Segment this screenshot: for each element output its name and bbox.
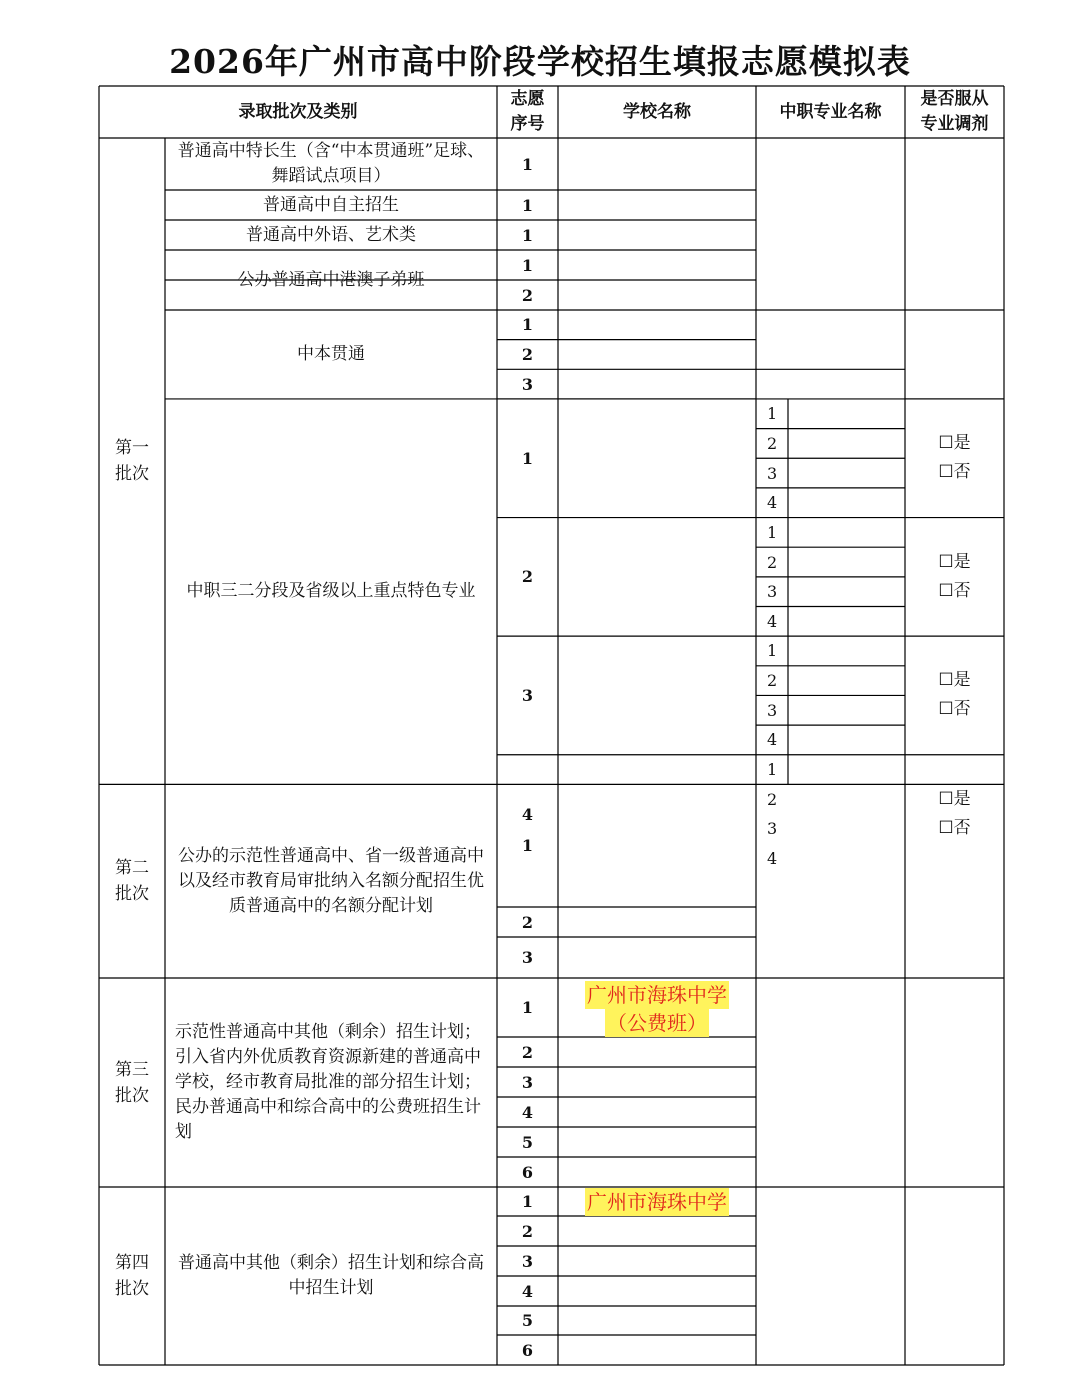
- batch1-label: 第一批次: [115, 438, 149, 485]
- adjust-no-checkbox[interactable]: ☐否: [938, 699, 971, 720]
- major-number: 4: [767, 611, 778, 631]
- header-category: 录取批次及类别: [238, 101, 358, 122]
- batch1-category-hkmacau: 公办普通高中港澳子弟班: [237, 269, 425, 290]
- major-number: 1: [767, 404, 778, 424]
- major-number: 4: [767, 730, 778, 750]
- order-number: 2: [521, 912, 534, 932]
- order-number: 3: [521, 374, 534, 394]
- school-name[interactable]: 广州市海珠中学: [587, 983, 727, 1007]
- batch4-category: 普通高中其他（剩余）招生计划和综合高中招生计划: [178, 1253, 484, 1298]
- header-adjust: 是否服从专业调剂: [920, 89, 989, 134]
- adjust-no-checkbox[interactable]: ☐否: [938, 580, 971, 601]
- adjust-choice: [905, 399, 1004, 518]
- order-number: 4: [521, 1102, 534, 1122]
- batch1-category-zhongben: 中本贯通: [297, 343, 365, 364]
- school-class-note: （公费班）: [607, 1011, 707, 1035]
- order-number: 3: [521, 948, 534, 967]
- adjust-yes-checkbox[interactable]: ☐是: [938, 551, 971, 572]
- batch1-category-lang-art: 普通高中外语、艺术类: [246, 224, 416, 245]
- batch4-label: 第四批次: [115, 1253, 149, 1299]
- order-number: 2: [521, 1042, 534, 1062]
- major-number: 4: [767, 849, 778, 868]
- batch3-choice1-school: [558, 978, 756, 1037]
- batch1-category-special: 普通高中特长生（含“中本贯通班”足球、舞蹈试点项目）: [177, 141, 485, 186]
- order-number: 2: [521, 567, 534, 587]
- major-number: 3: [767, 463, 778, 483]
- order-number: 5: [521, 1311, 534, 1330]
- order-number: 1: [521, 225, 534, 245]
- major-number: 4: [767, 493, 778, 513]
- adjust-yes-checkbox[interactable]: ☐是: [938, 670, 971, 691]
- major-number: 1: [767, 760, 778, 780]
- header-major: 中职专业名称: [779, 101, 882, 122]
- adjust-no-checkbox[interactable]: ☐否: [938, 818, 971, 839]
- major-number: 2: [767, 552, 778, 572]
- header-order: 志愿序号: [510, 89, 545, 134]
- order-number: 2: [521, 1221, 534, 1241]
- order-number: 1: [521, 998, 534, 1017]
- major-number: 3: [767, 700, 778, 720]
- batch4-choice1-school: [558, 1187, 756, 1216]
- order-number: 4: [521, 1281, 534, 1301]
- order-number: 1: [521, 195, 534, 215]
- order-number: 1: [521, 836, 534, 856]
- order-number: 2: [521, 285, 534, 305]
- batch3-label: 第三批次: [115, 1059, 149, 1106]
- order-number: 1: [521, 255, 534, 275]
- order-number: 3: [521, 1072, 534, 1092]
- adjust-yes-checkbox[interactable]: ☐是: [938, 789, 971, 810]
- school-name[interactable]: 广州市海珠中学: [587, 1189, 727, 1214]
- order-number: 5: [521, 1132, 534, 1152]
- order-number: 6: [521, 1340, 534, 1360]
- batch2-label: 第二批次: [115, 858, 149, 905]
- order-number: 3: [521, 685, 534, 705]
- major-number: 3: [767, 582, 778, 602]
- major-number: 2: [767, 789, 778, 809]
- batch2-category: 公办的示范性普通高中、省一级普通高中以及经市教育局审批纳入名额分配招生优质普通高中的名额分配计划: [178, 845, 484, 916]
- adjust-choice: [905, 636, 1004, 755]
- batch3-category: 示范性普通高中其他（剩余）招生计划；引入省内外优质教育资源新建的普通高中学校，经市教育局批准的部分招生计划；民办普通高中和综合高中的公费班招生计划: [175, 1022, 481, 1142]
- major-number: 1: [767, 641, 778, 661]
- order-number: 2: [521, 344, 534, 364]
- order-number: 1: [521, 315, 534, 335]
- adjust-choice: [905, 755, 1004, 874]
- major-number: 3: [767, 819, 778, 839]
- batch1-category-vocational: 中职三二分段及省级以上重点特色专业: [186, 581, 476, 602]
- batch1-category-autonomous: 普通高中自主招生: [263, 194, 399, 215]
- major-number: 2: [767, 671, 778, 691]
- adjust-no-checkbox[interactable]: ☐否: [938, 462, 971, 483]
- order-number: 4: [521, 804, 534, 824]
- page-title: 2026年广州市高中阶段学校招生填报志愿模拟表: [169, 42, 911, 81]
- order-number: 1: [521, 154, 534, 174]
- adjust-yes-checkbox[interactable]: ☐是: [938, 433, 971, 454]
- order-number: 3: [521, 1251, 534, 1271]
- order-number: 6: [521, 1162, 534, 1182]
- adjust-choice: [905, 518, 1004, 637]
- major-number: 2: [767, 433, 778, 453]
- order-number: 1: [521, 1192, 534, 1211]
- order-number: 1: [521, 448, 534, 468]
- major-number: 1: [767, 522, 778, 542]
- header-school: 学校名称: [623, 101, 691, 122]
